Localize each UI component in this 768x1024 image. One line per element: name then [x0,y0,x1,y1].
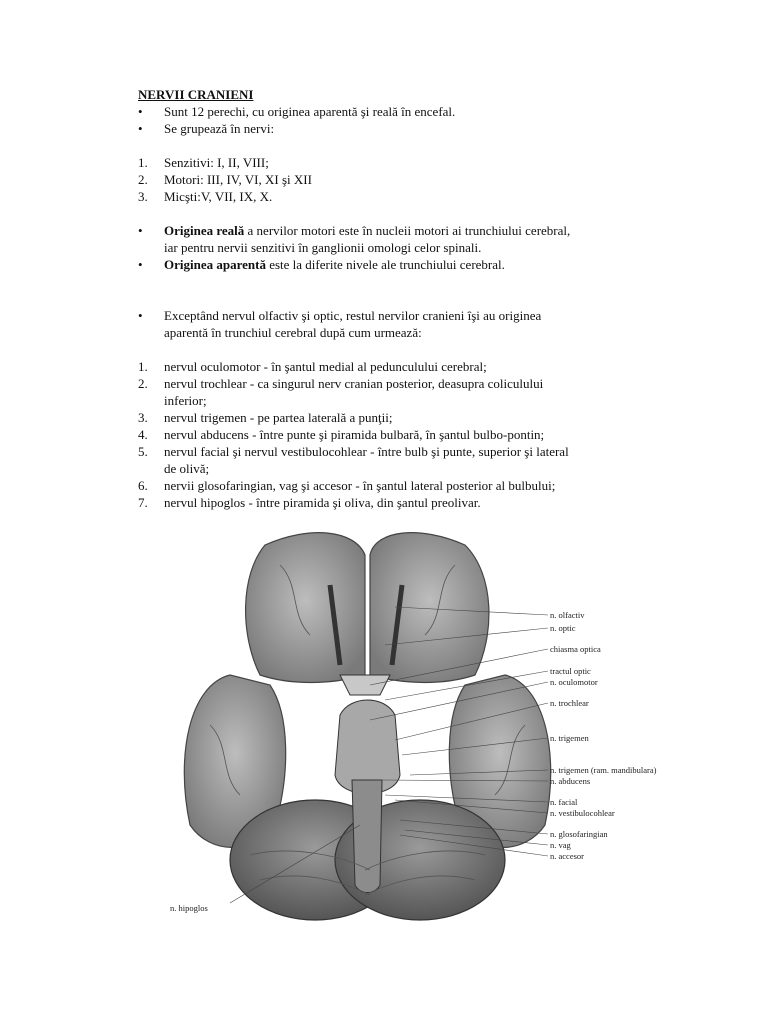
label-olfactiv: n. olfactiv [550,610,585,620]
origin-list-item [138,358,658,375]
origins-list [138,358,658,511]
list-number: 3. [138,410,148,425]
list-text: nervul oculomotor - în şantul medial al pedunculului cerebral; [164,359,487,374]
bullet-item-origin-apparent: • Originea aparentă este la diferite nivele ale trunchiului cerebral. [138,257,505,272]
list-text: nervul trigemen - pe partea laterală a punţii; [164,410,393,425]
bullet-item-origin-real: • Originea reală a nervilor motori este în nucleii motori ai trunchiului cerebral, iar pentru nervii senzitivi în ganglionii omologi celor spinali. [138,223,571,255]
list-number: 2. [138,376,148,391]
label-tractul: tractul optic [550,666,591,676]
bullet-text: Se grupează în nervi: [164,121,275,136]
bullet-item-except: • Exceptând nervul olfactiv şi optic, restul nervilor cranieni îşi au originea aparentă în trunchiul cerebral după cum urmează: [138,308,542,340]
label-optic: n. optic [550,623,576,633]
list-text-continued: inferior; [164,393,207,408]
list-text: nervul trochlear - ca singurul nerv cranian posterior, deasupra coliculului [164,376,544,391]
group-text: Senzitivi: I, II, VIII; [164,155,269,170]
group-item: 1. Senzitivi: I, II, VIII; [138,155,269,170]
list-text: nervul hipoglos - între piramida şi oliva, din şantul preolivar. [164,495,481,510]
label-accesor: n. accesor [550,851,584,861]
label-vestibulocohlear: n. vestibulocohlear [550,808,615,818]
label-hipoglos: n. hipoglos [170,903,208,913]
origin-list-item [138,375,658,409]
bullet-item [138,103,658,120]
text-block [138,86,658,511]
label-trigemen: n. trigemen [550,733,589,743]
list-number: 4. [138,427,148,442]
origin-real-label: Originea reală [164,223,245,238]
page-title: NERVII CRANIENI [138,87,254,102]
origin-list-item [138,494,658,511]
list-number: 6. [138,478,148,493]
label-glosofaringian: n. glosofaringian [550,829,608,839]
label-vag: n. vag [550,840,571,850]
origin-list-item [138,443,658,477]
list-text: nervul abducens - între punte şi piramida bulbară, în şantul bulbo-pontin; [164,427,545,442]
origin-list-item [138,409,658,426]
label-facial: n. facial [550,797,578,807]
label-trigemen-mandibulara: n. trigemen (ram. mandibulara) [550,765,657,775]
bullet-icon: • [138,223,143,238]
group-item: 2. Motori: III, IV, VI, XI şi XII [138,172,312,187]
group-item: 3. Micşti:V, VII, IX, X. [138,189,273,204]
list-text-continued: de olivă; [164,461,210,476]
list-number: 7. [138,495,148,510]
list-number: 5. [138,444,148,459]
label-chiasma: chiasma optica [550,644,601,654]
list-text: nervul facial şi nervul vestibulocohlear - între bulb şi punte, superior şi lateral [164,444,569,459]
group-text: Micşti:V, VII, IX, X. [164,189,273,204]
list-text: nervii glosofaringian, vag şi accesor - în şantul lateral posterior al bulbului; [164,478,556,493]
origin-apparent-label: Originea aparentă [164,257,266,272]
list-number: 1. [138,359,148,374]
label-oculomotor: n. oculomotor [550,677,598,687]
bullet-icon: • [138,104,143,119]
origin-list-item [138,477,658,494]
bullet-icon: • [138,308,143,323]
bullet-text: Sunt 12 perechi, cu originea aparentă şi reală în encefal. [164,104,456,119]
origin-list-item [138,426,658,443]
brain-illustration [170,525,710,930]
brain-base-drawing [170,525,710,930]
group-text: Motori: III, IV, VI, XI şi XII [164,172,312,187]
bullet-icon: • [138,257,143,272]
bullet-item [138,120,658,137]
label-trochlear: n. trochlear [550,698,589,708]
label-abducens: n. abducens [550,776,591,786]
bullet-icon: • [138,121,143,136]
